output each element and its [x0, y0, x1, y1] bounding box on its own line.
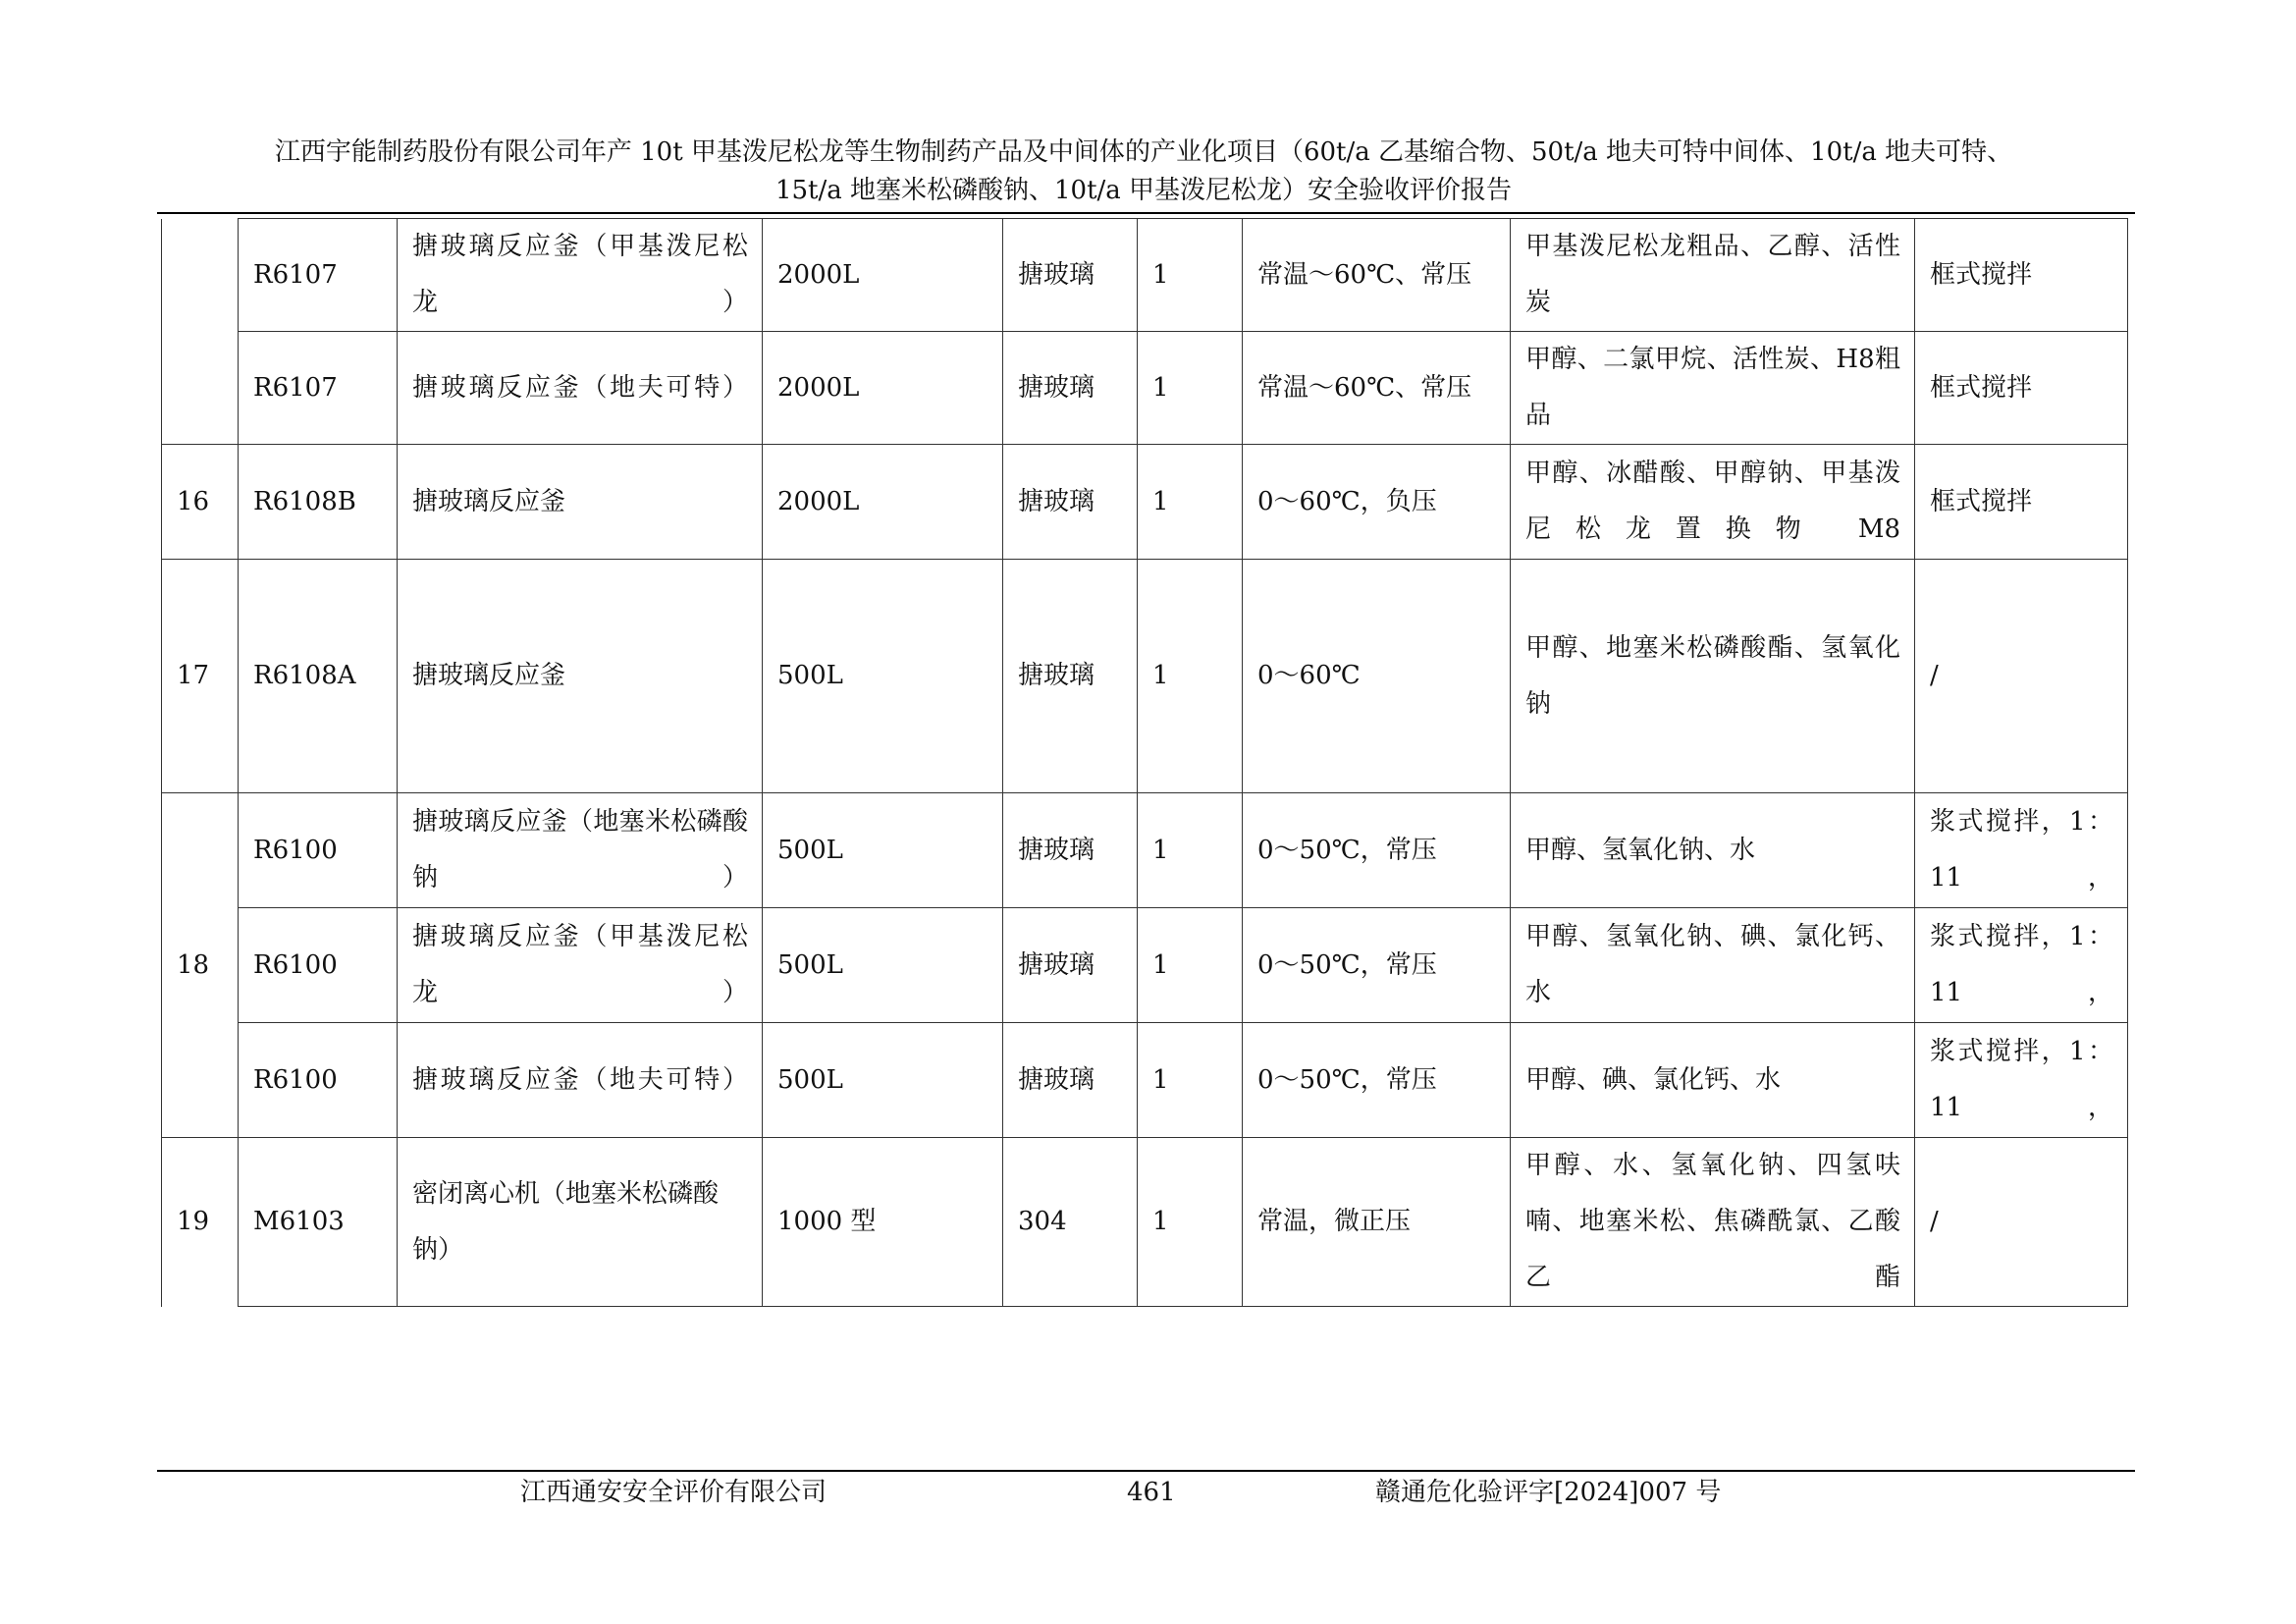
equipment-volume: 500L: [763, 1023, 1003, 1138]
equipment-tag: R6107: [239, 219, 398, 332]
equipment-material: 搪玻璃: [1003, 445, 1138, 560]
table-row: [162, 1023, 2128, 1138]
equipment-volume: 500L: [763, 793, 1003, 908]
table-row: [162, 1138, 2128, 1307]
equipment-tag: R6107: [239, 332, 398, 445]
operating-condition: 0～50℃，常压: [1243, 908, 1511, 1023]
equipment-name: 搪玻璃反应釜（地塞米松磷酸钠）: [398, 793, 763, 908]
row-number-cell: [162, 219, 239, 445]
process-medium: 甲醇、碘、氯化钙、水: [1511, 1023, 1915, 1138]
equipment-tag: R6100: [239, 793, 398, 908]
header-rule: [157, 212, 2135, 214]
stirring-type: 浆式搅拌，1：11，: [1915, 908, 2128, 1023]
equipment-material: 搪玻璃: [1003, 332, 1138, 445]
stirring-type: 浆式搅拌，1：11，: [1915, 793, 2128, 908]
equipment-material: 搪玻璃: [1003, 908, 1138, 1023]
table-row: [162, 560, 2128, 793]
equipment-quantity: 1: [1138, 908, 1243, 1023]
equipment-volume: 500L: [763, 560, 1003, 793]
operating-condition: 0～50℃，常压: [1243, 1023, 1511, 1138]
equipment-tag: R6100: [239, 908, 398, 1023]
row-number-cell: 17: [162, 560, 239, 793]
equipment-quantity: 1: [1138, 1138, 1243, 1307]
table-row: [162, 219, 2128, 332]
process-medium: 甲醇、水、氢氧化钠、四氢呋喃、地塞米松、焦磷酰氯、乙酸乙酯: [1511, 1138, 1915, 1307]
equipment-name: 密闭离心机（地塞米松磷酸钠）: [398, 1138, 763, 1307]
stirring-type: 框式搅拌: [1915, 332, 2128, 445]
row-number-cell: 18: [162, 793, 239, 1138]
operating-condition: 常温～60℃、常压: [1243, 219, 1511, 332]
equipment-table: [161, 218, 2128, 1307]
equipment-volume: 2000L: [763, 219, 1003, 332]
table-row: [162, 908, 2128, 1023]
footer-company: 江西通安安全评价有限公司: [520, 1478, 828, 1507]
table-row: [162, 332, 2128, 445]
equipment-material: 搪玻璃: [1003, 219, 1138, 332]
equipment-material: 搪玻璃: [1003, 1023, 1138, 1138]
equipment-tag: R6108A: [239, 560, 398, 793]
operating-condition: 常温，微正压: [1243, 1138, 1511, 1307]
equipment-volume: 500L: [763, 908, 1003, 1023]
process-medium: 甲醇、氢氧化钠、碘、氯化钙、水: [1511, 908, 1915, 1023]
equipment-quantity: 1: [1138, 332, 1243, 445]
equipment-tag: M6103: [239, 1138, 398, 1307]
stirring-type: /: [1915, 560, 2128, 793]
operating-condition: 0～50℃，常压: [1243, 793, 1511, 908]
page-number: 461: [1127, 1478, 1176, 1507]
row-number-cell: 19: [162, 1138, 239, 1307]
stirring-type: 框式搅拌: [1915, 445, 2128, 560]
equipment-material: 304: [1003, 1138, 1138, 1307]
row-number-cell: 16: [162, 445, 239, 560]
equipment-quantity: 1: [1138, 793, 1243, 908]
equipment-name: 搪玻璃反应釜（甲基泼尼松龙）: [398, 908, 763, 1023]
process-medium: 甲醇、二氯甲烷、活性炭、H8粗品: [1511, 332, 1915, 445]
process-medium: 甲基泼尼松龙粗品、乙醇、活性炭: [1511, 219, 1915, 332]
header-title-line-1: 江西宇能制药股份有限公司年产 10t 甲基泼尼松龙等生物制药产品及中间体的产业化项目（60t/a 乙基缩合物、50t/a 地夫可特中间体、10t/a 地夫可特、: [274, 137, 2013, 167]
equipment-name: 搪玻璃反应釜（甲基泼尼松龙）: [398, 219, 763, 332]
table-row: [162, 793, 2128, 908]
operating-condition: 0～60℃: [1243, 560, 1511, 793]
equipment-material: 搪玻璃: [1003, 793, 1138, 908]
stirring-type: 浆式搅拌，1：11，: [1915, 1023, 2128, 1138]
equipment-quantity: 1: [1138, 1023, 1243, 1138]
equipment-material: 搪玻璃: [1003, 560, 1138, 793]
operating-condition: 0～60℃，负压: [1243, 445, 1511, 560]
equipment-name: 搪玻璃反应釜（地夫可特）: [398, 1023, 763, 1138]
stirring-type: 框式搅拌: [1915, 219, 2128, 332]
equipment-volume: 2000L: [763, 332, 1003, 445]
equipment-quantity: 1: [1138, 560, 1243, 793]
page-header: [157, 134, 2130, 210]
operating-condition: 常温～60℃、常压: [1243, 332, 1511, 445]
equipment-volume: 2000L: [763, 445, 1003, 560]
table-row: [162, 445, 2128, 560]
footer-rule: [157, 1470, 2135, 1472]
process-medium: 甲醇、地塞米松磷酸酯、氢氧化钠: [1511, 560, 1915, 793]
equipment-tag: R6108B: [239, 445, 398, 560]
equipment-quantity: 1: [1138, 219, 1243, 332]
process-medium: 甲醇、氢氧化钠、水: [1511, 793, 1915, 908]
header-title-line-2: 15t/a 地塞米松磷酸钠、10t/a 甲基泼尼松龙）安全验收评价报告: [774, 176, 1513, 205]
equipment-tag: R6100: [239, 1023, 398, 1138]
equipment-name: 搪玻璃反应釜: [398, 560, 763, 793]
equipment-quantity: 1: [1138, 445, 1243, 560]
equipment-name: 搪玻璃反应釜: [398, 445, 763, 560]
process-medium: 甲醇、冰醋酸、甲醇钠、甲基泼尼松龙置换物 M8: [1511, 445, 1915, 560]
document-number: 赣通危化验评字[2024]007 号: [1375, 1478, 1722, 1507]
equipment-volume: 1000 型: [763, 1138, 1003, 1307]
equipment-name: 搪玻璃反应釜（地夫可特）: [398, 332, 763, 445]
stirring-type: /: [1915, 1138, 2128, 1307]
